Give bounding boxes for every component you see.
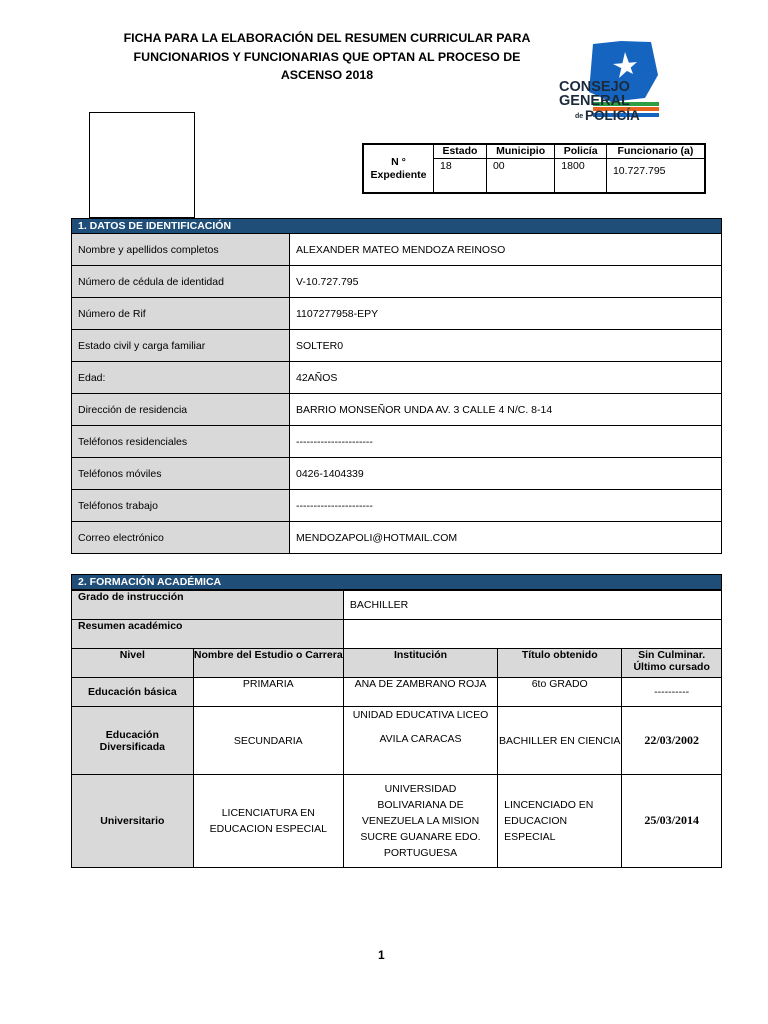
identification-label: Edad: (72, 362, 290, 393)
document-title (118, 29, 536, 85)
photo-placeholder (89, 112, 195, 218)
identification-row (72, 425, 721, 457)
expediente-value-policia: 1800 (555, 159, 607, 194)
identification-label: Número de Rif (72, 298, 290, 329)
ultimo-cell: 22/03/2002 (622, 707, 721, 775)
institucion-line: UNIDAD EDUCATIVA LICEO (352, 709, 489, 721)
logo-emblem-icon (553, 40, 663, 124)
table-row (72, 775, 721, 867)
identification-value: ALEXANDER MATEO MENDOZA REINOSO (296, 243, 506, 256)
expediente-header-policia: Policía (555, 144, 607, 159)
identification-value: ---------------------- (296, 435, 373, 448)
ultimo-cell: ---------- (622, 678, 721, 707)
nivel-cell: Educación básica (72, 678, 193, 707)
identification-row (72, 265, 721, 297)
estudio-cell: SECUNDARIA (193, 707, 343, 775)
identification-section (71, 218, 722, 554)
table-row (72, 678, 721, 707)
expediente-header-estado: Estado (434, 144, 487, 159)
grado-label: Grado de instrucción (72, 591, 343, 620)
academic-section-title: 2. FORMACIÓN ACADÉMICA (72, 575, 721, 590)
expediente-table (362, 143, 706, 194)
identification-value: ---------------------- (296, 499, 373, 512)
title-line-3: ASCENSO 2018 (280, 68, 374, 82)
identification-section-title: 1. DATOS DE IDENTIFICACIÓN (72, 219, 721, 234)
academic-table (72, 590, 721, 867)
identification-value: BARRIO MONSEÑOR UNDA AV. 3 CALLE 4 N/C. 8-14 (296, 403, 553, 416)
logo-text-consejo: CONSEJO (559, 79, 630, 95)
logo-text-policia: POLICÍA (585, 108, 640, 123)
title-line-2: FUNCIONARIOS Y FUNCIONARIAS QUE OPTAN AL PROCESO DE (133, 49, 521, 64)
identification-row (72, 329, 721, 361)
identification-value: MENDOZAPOLI@HOTMAIL.COM (296, 531, 458, 544)
institucion-cell: ANA DE ZAMBRANO ROJA (343, 678, 497, 707)
expediente-value-estado: 18 (434, 159, 487, 194)
expediente-header-municipio: Municipio (486, 144, 554, 159)
nivel-cell: Educación Diversificada (72, 707, 193, 775)
institucion-line: AVILA CARACAS (379, 733, 462, 745)
identification-row (72, 457, 721, 489)
expediente-value-funcionario: 10.727.795 (606, 159, 705, 194)
expediente-value-municipio: 00 (486, 159, 554, 194)
resumen-value (343, 620, 721, 649)
estudio-cell: LICENCIATURA EN EDUCACION ESPECIAL (193, 775, 343, 867)
header-titulo: Título obtenido (498, 649, 622, 678)
titulo-cell: LINCENCIADO EN EDUCACION ESPECIAL (498, 775, 622, 867)
identification-value: 1107277958-EPY (296, 307, 379, 320)
institucion-cell: UNIVERSIDAD BOLIVARIANA DE VENEZUELA LA MISION SUCRE GUANARE EDO. PORTUGUESA (343, 775, 497, 867)
title-line-1: FICHA PARA LA ELABORACIÓN DEL RESUMEN CURRICULAR PARA (123, 31, 531, 45)
expediente-header-funcionario: Funcionario (a) (606, 144, 705, 159)
identification-label: Número de cédula de identidad (72, 266, 290, 297)
identification-label: Teléfonos trabajo (72, 490, 290, 521)
identification-row (72, 297, 721, 329)
logo-text-general: GENERAL (559, 93, 630, 109)
identification-label: Correo electrónico (72, 522, 290, 553)
identification-row (72, 234, 721, 265)
header-estudio: Nombre del Estudio o Carrera (193, 649, 343, 678)
estudio-cell: PRIMARIA (193, 678, 343, 707)
consejo-general-policia-logo (553, 40, 663, 124)
logo-text-de: de (575, 113, 584, 120)
identification-label: Estado civil y carga familiar (72, 330, 290, 361)
academic-section (71, 574, 722, 868)
identification-row (72, 521, 721, 553)
institucion-cell (343, 707, 497, 775)
identification-value: V-10.727.795 (296, 275, 359, 288)
identification-row (72, 393, 721, 425)
identification-rows (72, 234, 721, 553)
expediente-label: N ° Expediente (363, 144, 434, 193)
identification-row (72, 489, 721, 521)
ultimo-cell: 25/03/2014 (622, 775, 721, 867)
header-ultimo: Sin Culminar. Último cursado (622, 649, 721, 678)
resumen-label: Resumen académico (72, 620, 343, 649)
identification-label: Teléfonos móviles (72, 458, 290, 489)
identification-value: 42AÑOS (296, 371, 338, 384)
header-nivel: Nivel (72, 649, 193, 678)
identification-row (72, 361, 721, 393)
grado-value: BACHILLER (343, 591, 721, 620)
table-row (72, 707, 721, 775)
identification-label: Dirección de residencia (72, 394, 290, 425)
page-number: 1 (378, 948, 385, 962)
header-institucion: Institución (343, 649, 497, 678)
identification-value: SOLTER0 (296, 339, 344, 352)
nivel-cell: Universitario (72, 775, 193, 867)
identification-label: Nombre y apellidos completos (72, 234, 290, 265)
identification-label: Teléfonos residenciales (72, 426, 290, 457)
identification-value: 0426-1404339 (296, 467, 364, 480)
titulo-cell: BACHILLER EN CIENCIA (498, 707, 622, 775)
titulo-cell: 6to GRADO (498, 678, 622, 707)
